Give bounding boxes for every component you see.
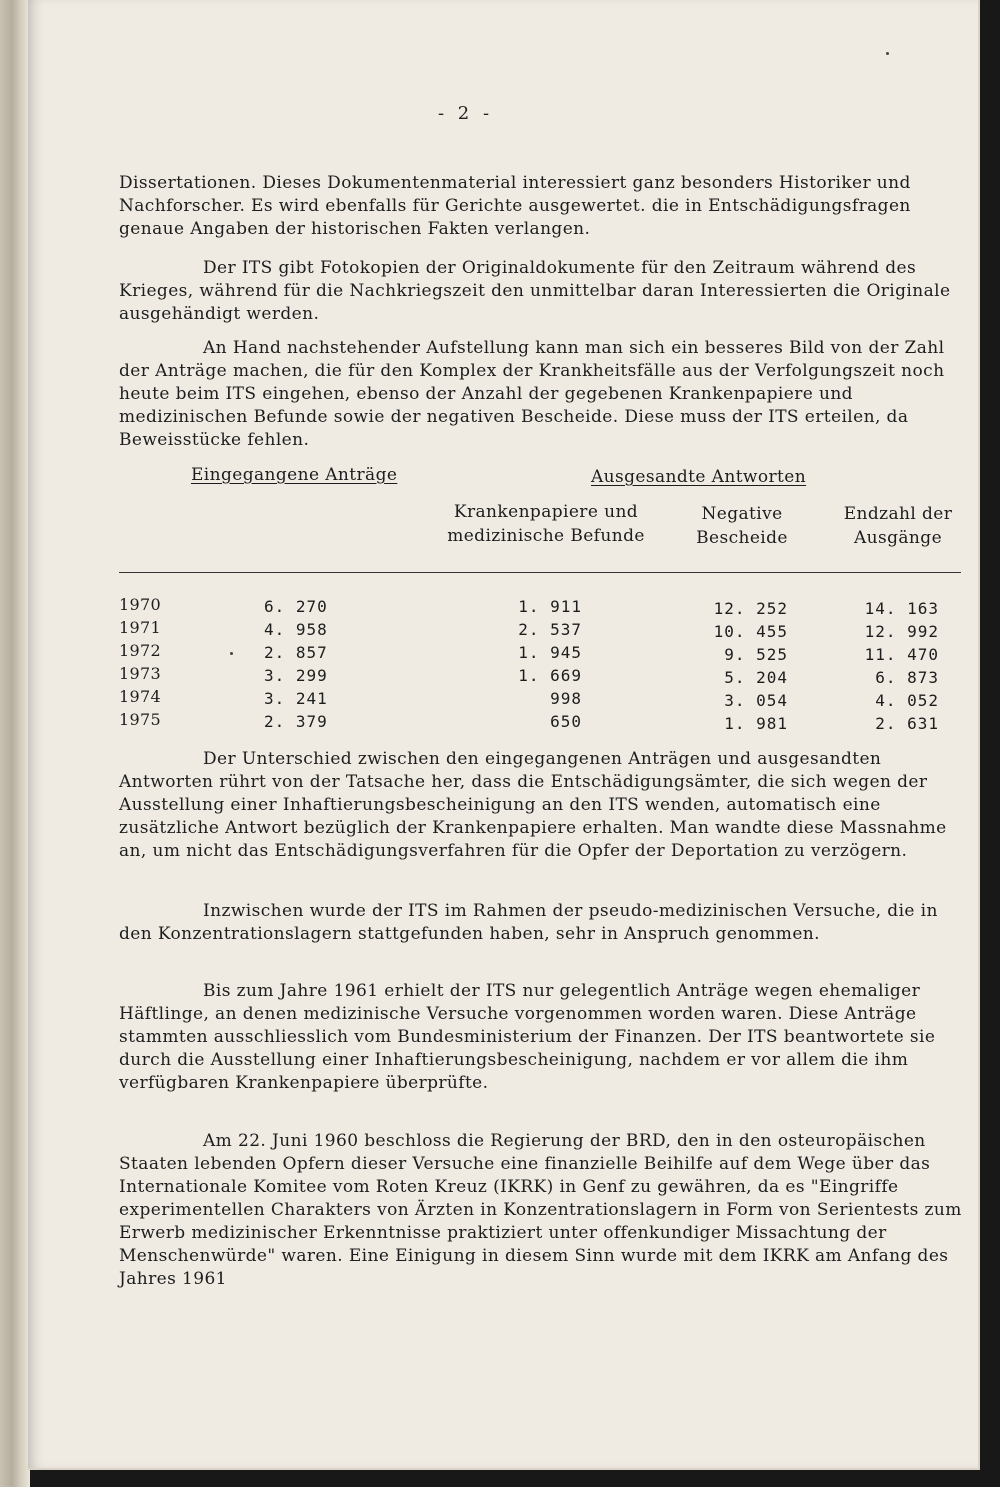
paragraph-4: Der Unterschied zwischen den eingegangenen Anträgen und ausgesandten Antworten rührt von der Tatsache her, dass die Entschädigungsämter, die sich wegen der Ausstellung einer Inhaftierungsbescheinigung an den ITS wenden, automatisch eine zusätzliche Antwort bezüglich der Krankenpapiere erhalten. Man wandte diese Massnahme an, um nicht das Entschädigungsverfahren für die Opfer der Deportation zu verzögern.	[119, 749, 947, 861]
paragraph-6: Bis zum Jahre 1961 erhielt der ITS nur gelegentlich Anträge wegen ehemaliger Häftlinge, an denen medizinische Versuche vorgenommen worden waren. Diese Anträge stammten ausschliesslich vom Bundesministerium der Finanzen. Der ITS beantwortete sie durch die Ausstellung einer Inhaftierungsbescheinigung, nachdem er vor allem die ihm verfügbaren Krankenpapiere überprüfte.	[119, 981, 936, 1093]
cell-negative: 9. 525	[724, 645, 788, 664]
ink-speck	[886, 52, 889, 55]
cell-medical: 650	[550, 712, 582, 731]
cell-total: 14. 163	[864, 599, 939, 618]
book-spine	[0, 0, 30, 1487]
header-sent: Ausgesandte Antworten	[591, 467, 807, 487]
cell-total: 4. 052	[875, 691, 939, 710]
cell-total: 11. 470	[864, 645, 939, 664]
cell-medical: 998	[550, 689, 582, 708]
cell-total: 2. 631	[875, 714, 939, 733]
header-medical-line1: Krankenpapiere und	[453, 502, 639, 522]
cell-negative: 1. 981	[724, 714, 788, 733]
cell-year: 1974	[119, 687, 161, 706]
cell-total: 6. 873	[875, 668, 939, 687]
cell-received: 2. 857	[264, 643, 328, 662]
document-page	[28, 0, 980, 1470]
cell-negative: 12. 252	[713, 599, 788, 618]
cell-year: 1972	[119, 641, 161, 660]
table-rule	[119, 572, 961, 573]
header-negative-line2: Bescheide	[696, 528, 788, 548]
cell-negative: 5. 204	[724, 668, 788, 687]
paragraph-1: Dissertationen. Dieses Dokumentenmaterial interessiert ganz besonders Historiker und Nachforscher. Es wird ebenfalls für Gerichte ausgewertet. die in Entschädigungsfragen genaue Angaben der historischen Fakten verlangen.	[119, 173, 911, 239]
cell-year: 1975	[119, 710, 161, 729]
cell-received: 6. 270	[264, 597, 328, 616]
paragraph-3: An Hand nachstehender Aufstellung kann man sich ein besseres Bild von der Zahl der Anträge machen, die für den Komplex der Krankheitsfälle aus der Verfolgungszeit noch heute beim ITS eingehen, ebenso der Anzahl der gegebenen Krankenpapiere und medizinischen Befunde sowie der negativen Bescheide. Diese muss der ITS erteilen, da Beweisstücke fehlen.	[119, 338, 945, 450]
cell-negative: 3. 054	[724, 691, 788, 710]
header-total-line1: Endzahl der	[843, 504, 953, 524]
cell-medical: 1. 911	[518, 597, 582, 616]
cell-medical: 1. 945	[518, 643, 582, 662]
ink-speck	[230, 652, 233, 655]
cell-medical: 1. 669	[518, 666, 582, 685]
cell-received: 3. 299	[264, 666, 328, 685]
cell-medical: 2. 537	[518, 620, 582, 639]
header-negative-line1: Negative	[701, 504, 783, 524]
cell-year: 1970	[119, 595, 161, 614]
header-total-line2: Ausgänge	[853, 528, 943, 548]
cell-total: 12. 992	[864, 622, 939, 641]
paragraph-7: Am 22. Juni 1960 beschloss die Regierung der BRD, den in den osteuropäischen Staaten lebenden Opfern dieser Versuche eine finanzielle Beihilfe auf dem Wege über das Internationale Komitee vom Roten Kreuz (IKRK) in Genf zu gewähren, da es "Eingriffe experimentellen Charakters von Ärzten in Konzentrationslagern in Form von Serientests zum Erwerb medizinischer Erkenntnisse praktiziert unter offenkundiger Missachtung der Menschenwürde" waren. Eine Einigung in diesem Sinn wurde mit dem IKRK am Anfang des Jahres 1961	[119, 1131, 962, 1289]
paragraph-5: Inzwischen wurde der ITS im Rahmen der pseudo-medizinischen Versuche, die in den Konzentrationslagern stattgefunden haben, sehr in Anspruch genommen.	[119, 901, 938, 944]
paragraph-2: Der ITS gibt Fotokopien der Originaldokumente für den Zeitraum während des Krieges, während für die Nachkriegszeit den unmittelbar daran Interessierten die Originale ausgehändigt werden.	[119, 258, 951, 324]
header-medical-line2: medizinische Befunde	[447, 526, 645, 546]
page-number: - 2 -	[438, 103, 494, 124]
cell-negative: 10. 455	[713, 622, 788, 641]
cell-year: 1971	[119, 618, 161, 637]
cell-received: 3. 241	[264, 689, 328, 708]
cell-year: 1973	[119, 664, 161, 683]
header-received: Eingegangene Anträge	[191, 465, 398, 485]
cell-received: 4. 958	[264, 620, 328, 639]
cell-received: 2. 379	[264, 712, 328, 731]
